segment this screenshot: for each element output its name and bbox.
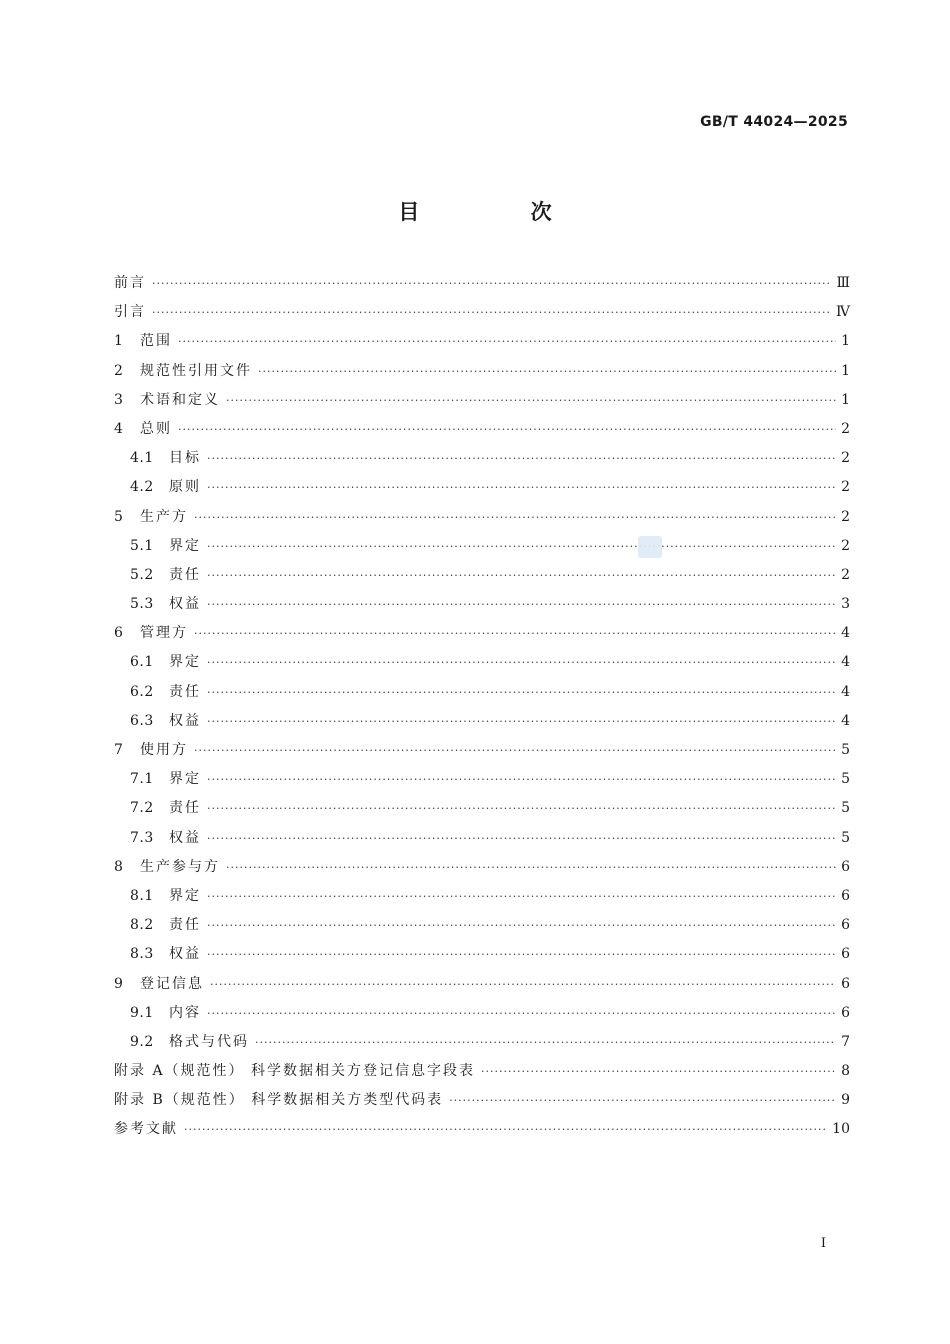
toc-entry[interactable] bbox=[114, 415, 850, 444]
toc-dot-leader bbox=[194, 619, 836, 648]
toc-entry-number: 6.3 bbox=[130, 712, 154, 729]
toc-entry-page: 6 bbox=[841, 975, 850, 992]
table-of-contents bbox=[114, 269, 850, 1145]
toc-entry-number: 6.1 bbox=[130, 654, 154, 671]
toc-dot-leader bbox=[152, 269, 832, 298]
toc-entry-label: 引言 bbox=[114, 304, 146, 321]
toc-entry-page: 4 bbox=[841, 654, 850, 671]
toc-entry-label: 界定 bbox=[169, 887, 201, 904]
standard-number: GB/T 44024—2025 bbox=[700, 114, 848, 130]
toc-dot-leader bbox=[178, 415, 836, 444]
toc-entry-number: 7.3 bbox=[130, 829, 154, 846]
footer-page-number: I bbox=[820, 1236, 826, 1251]
toc-dot-leader bbox=[207, 765, 836, 794]
toc-entry-page: 5 bbox=[841, 771, 850, 788]
toc-entry-page: 2 bbox=[841, 479, 850, 496]
toc-dot-leader bbox=[207, 561, 836, 590]
toc-entry-label: 登记信息 bbox=[140, 975, 204, 992]
toc-entry-number: 4 bbox=[114, 420, 124, 437]
toc-entry[interactable] bbox=[114, 473, 850, 502]
toc-entry-label: 目标 bbox=[169, 450, 201, 467]
toc-entry-page: 10 bbox=[832, 1121, 850, 1138]
toc-entry-label: 权益 bbox=[169, 596, 201, 613]
toc-entry-label: 前言 bbox=[114, 275, 146, 291]
toc-dot-leader bbox=[207, 999, 836, 1028]
toc-entry-number: 3 bbox=[114, 391, 124, 408]
toc-entry-label: 附录 A（规范性） 科学数据相关方登记信息字段表 bbox=[114, 1063, 476, 1080]
toc-entry-label: 内容 bbox=[169, 1004, 201, 1021]
toc-entry-page: 9 bbox=[841, 1092, 850, 1109]
toc-entry-number: 7 bbox=[114, 742, 124, 758]
toc-entry-label: 权益 bbox=[169, 712, 201, 729]
toc-dot-leader bbox=[207, 707, 836, 736]
toc-entry-page: 6 bbox=[841, 946, 850, 963]
toc-dot-leader bbox=[207, 590, 836, 619]
toc-entry-page: 1 bbox=[841, 333, 850, 350]
toc-dot-leader bbox=[481, 1057, 836, 1086]
toc-entry-page: Ⅳ bbox=[836, 304, 850, 321]
page-title: 目 次 bbox=[398, 200, 604, 224]
toc-entry[interactable] bbox=[114, 269, 850, 298]
toc-entry[interactable] bbox=[114, 940, 850, 969]
toc-entry-page: 2 bbox=[841, 566, 850, 583]
toc-entry-label: 总则 bbox=[140, 420, 172, 437]
toc-entry-number: 8 bbox=[114, 858, 124, 875]
toc-entry-number: 8.3 bbox=[130, 946, 154, 963]
toc-dot-leader bbox=[210, 970, 836, 999]
toc-entry-page: 1 bbox=[841, 391, 850, 408]
toc-entry-number: 6 bbox=[114, 625, 124, 642]
toc-entry[interactable] bbox=[114, 1115, 850, 1144]
toc-dot-leader bbox=[152, 298, 832, 327]
toc-entry-label: 权益 bbox=[169, 946, 201, 963]
toc-entry-page: 5 bbox=[841, 800, 850, 817]
toc-dot-leader bbox=[207, 532, 836, 561]
toc-entry-page: 2 bbox=[841, 420, 850, 437]
toc-entry-page: 2 bbox=[841, 537, 850, 554]
toc-entry-number: 6.2 bbox=[130, 683, 154, 700]
toc-entry-page: 6 bbox=[841, 858, 850, 875]
toc-entry-number: 2 bbox=[114, 362, 124, 379]
toc-entry-page: 5 bbox=[841, 742, 850, 758]
toc-entry-page: 5 bbox=[841, 829, 850, 846]
toc-entry-page: 4 bbox=[841, 625, 850, 642]
toc-entry-page: Ⅲ bbox=[836, 275, 850, 291]
toc-entry-page: 2 bbox=[841, 450, 850, 467]
toc-entry-number: 7.1 bbox=[130, 771, 154, 788]
toc-dot-leader bbox=[207, 473, 836, 502]
toc-dot-leader bbox=[255, 1028, 836, 1057]
toc-entry-page: 4 bbox=[841, 683, 850, 700]
toc-entry-number: 9.2 bbox=[130, 1033, 154, 1050]
toc-entry-number: 5.2 bbox=[130, 566, 154, 583]
toc-dot-leader bbox=[207, 824, 836, 853]
toc-entry[interactable] bbox=[114, 999, 850, 1028]
toc-dot-leader bbox=[194, 503, 836, 532]
toc-dot-leader bbox=[207, 794, 836, 823]
toc-entry-number: 5 bbox=[114, 508, 124, 525]
toc-entry-number: 4.1 bbox=[130, 450, 154, 467]
toc-entry[interactable] bbox=[114, 503, 850, 532]
toc-entry[interactable] bbox=[114, 532, 850, 561]
toc-dot-leader bbox=[258, 357, 836, 386]
toc-entry-page: 2 bbox=[841, 508, 850, 525]
toc-dot-leader bbox=[207, 882, 836, 911]
toc-entry[interactable] bbox=[114, 1028, 850, 1057]
toc-dot-leader bbox=[178, 327, 836, 356]
watermark-logo bbox=[638, 536, 662, 558]
toc-entry[interactable] bbox=[114, 736, 850, 765]
toc-entry-number: 8.2 bbox=[130, 917, 154, 934]
toc-entry[interactable] bbox=[114, 444, 850, 473]
toc-entry-label: 界定 bbox=[169, 771, 201, 788]
toc-entry-label: 责任 bbox=[169, 566, 201, 583]
toc-dot-leader bbox=[449, 1086, 836, 1115]
toc-dot-leader bbox=[226, 853, 836, 882]
toc-entry[interactable] bbox=[114, 357, 850, 386]
toc-entry[interactable] bbox=[114, 765, 850, 794]
toc-entry-page: 1 bbox=[841, 362, 850, 379]
toc-entry[interactable] bbox=[114, 561, 850, 590]
toc-entry-label: 责任 bbox=[169, 683, 201, 700]
toc-entry-label: 界定 bbox=[169, 654, 201, 671]
toc-entry[interactable] bbox=[114, 911, 850, 940]
toc-entry[interactable] bbox=[114, 678, 850, 707]
toc-entry-label: 参考文献 bbox=[114, 1121, 178, 1138]
toc-entry-page: 8 bbox=[841, 1063, 850, 1080]
toc-entry-label: 界定 bbox=[169, 537, 201, 554]
toc-entry-label: 格式与代码 bbox=[169, 1033, 249, 1050]
toc-dot-leader bbox=[207, 911, 836, 940]
toc-entry[interactable] bbox=[114, 882, 850, 911]
toc-entry-label: 生产方 bbox=[140, 508, 188, 525]
toc-entry-number: 9 bbox=[114, 975, 124, 992]
toc-entry-label: 生产参与方 bbox=[140, 858, 220, 875]
toc-entry[interactable] bbox=[114, 619, 850, 648]
toc-entry-label: 使用方 bbox=[140, 742, 188, 758]
toc-dot-leader bbox=[207, 444, 836, 473]
toc-dot-leader bbox=[207, 940, 836, 969]
toc-entry-label: 权益 bbox=[169, 829, 201, 846]
toc-entry-label: 责任 bbox=[169, 800, 201, 817]
toc-entry-page: 6 bbox=[841, 917, 850, 934]
toc-entry-number: 5.1 bbox=[130, 537, 154, 554]
toc-dot-leader bbox=[194, 736, 836, 765]
toc-entry[interactable] bbox=[114, 853, 850, 882]
toc-entry-number: 8.1 bbox=[130, 887, 154, 904]
toc-entry-label: 原则 bbox=[169, 479, 201, 496]
toc-entry[interactable] bbox=[114, 386, 850, 415]
toc-dot-leader bbox=[207, 648, 836, 677]
toc-entry-number: 1 bbox=[114, 333, 124, 350]
toc-entry[interactable] bbox=[114, 1086, 850, 1115]
toc-dot-leader bbox=[184, 1115, 828, 1144]
toc-entry[interactable] bbox=[114, 648, 850, 677]
toc-entry[interactable] bbox=[114, 707, 850, 736]
toc-entry-label: 责任 bbox=[169, 917, 201, 934]
toc-entry-number: 9.1 bbox=[130, 1004, 154, 1021]
toc-entry[interactable] bbox=[114, 824, 850, 853]
toc-entry-page: 3 bbox=[841, 596, 850, 613]
toc-entry-number: 4.2 bbox=[130, 479, 154, 496]
toc-entry-number: 5.3 bbox=[130, 596, 154, 613]
toc-entry-number: 7.2 bbox=[130, 800, 154, 817]
toc-dot-leader bbox=[226, 386, 836, 415]
toc-entry-label: 管理方 bbox=[140, 625, 188, 642]
toc-entry[interactable] bbox=[114, 298, 850, 327]
toc-entry[interactable] bbox=[114, 590, 850, 619]
toc-entry-label: 术语和定义 bbox=[140, 391, 220, 408]
toc-entry-label: 范围 bbox=[140, 333, 172, 350]
toc-entry[interactable] bbox=[114, 327, 850, 356]
toc-dot-leader bbox=[207, 678, 836, 707]
toc-entry-page: 4 bbox=[841, 712, 850, 729]
toc-entry-label: 规范性引用文件 bbox=[140, 362, 252, 379]
toc-entry[interactable] bbox=[114, 970, 850, 999]
toc-entry-page: 7 bbox=[841, 1033, 850, 1050]
toc-entry[interactable] bbox=[114, 794, 850, 823]
toc-entry-page: 6 bbox=[841, 1004, 850, 1021]
toc-entry-label: 附录 B（规范性） 科学数据相关方类型代码表 bbox=[114, 1092, 444, 1109]
toc-entry[interactable] bbox=[114, 1057, 850, 1086]
toc-entry-page: 6 bbox=[841, 887, 850, 904]
